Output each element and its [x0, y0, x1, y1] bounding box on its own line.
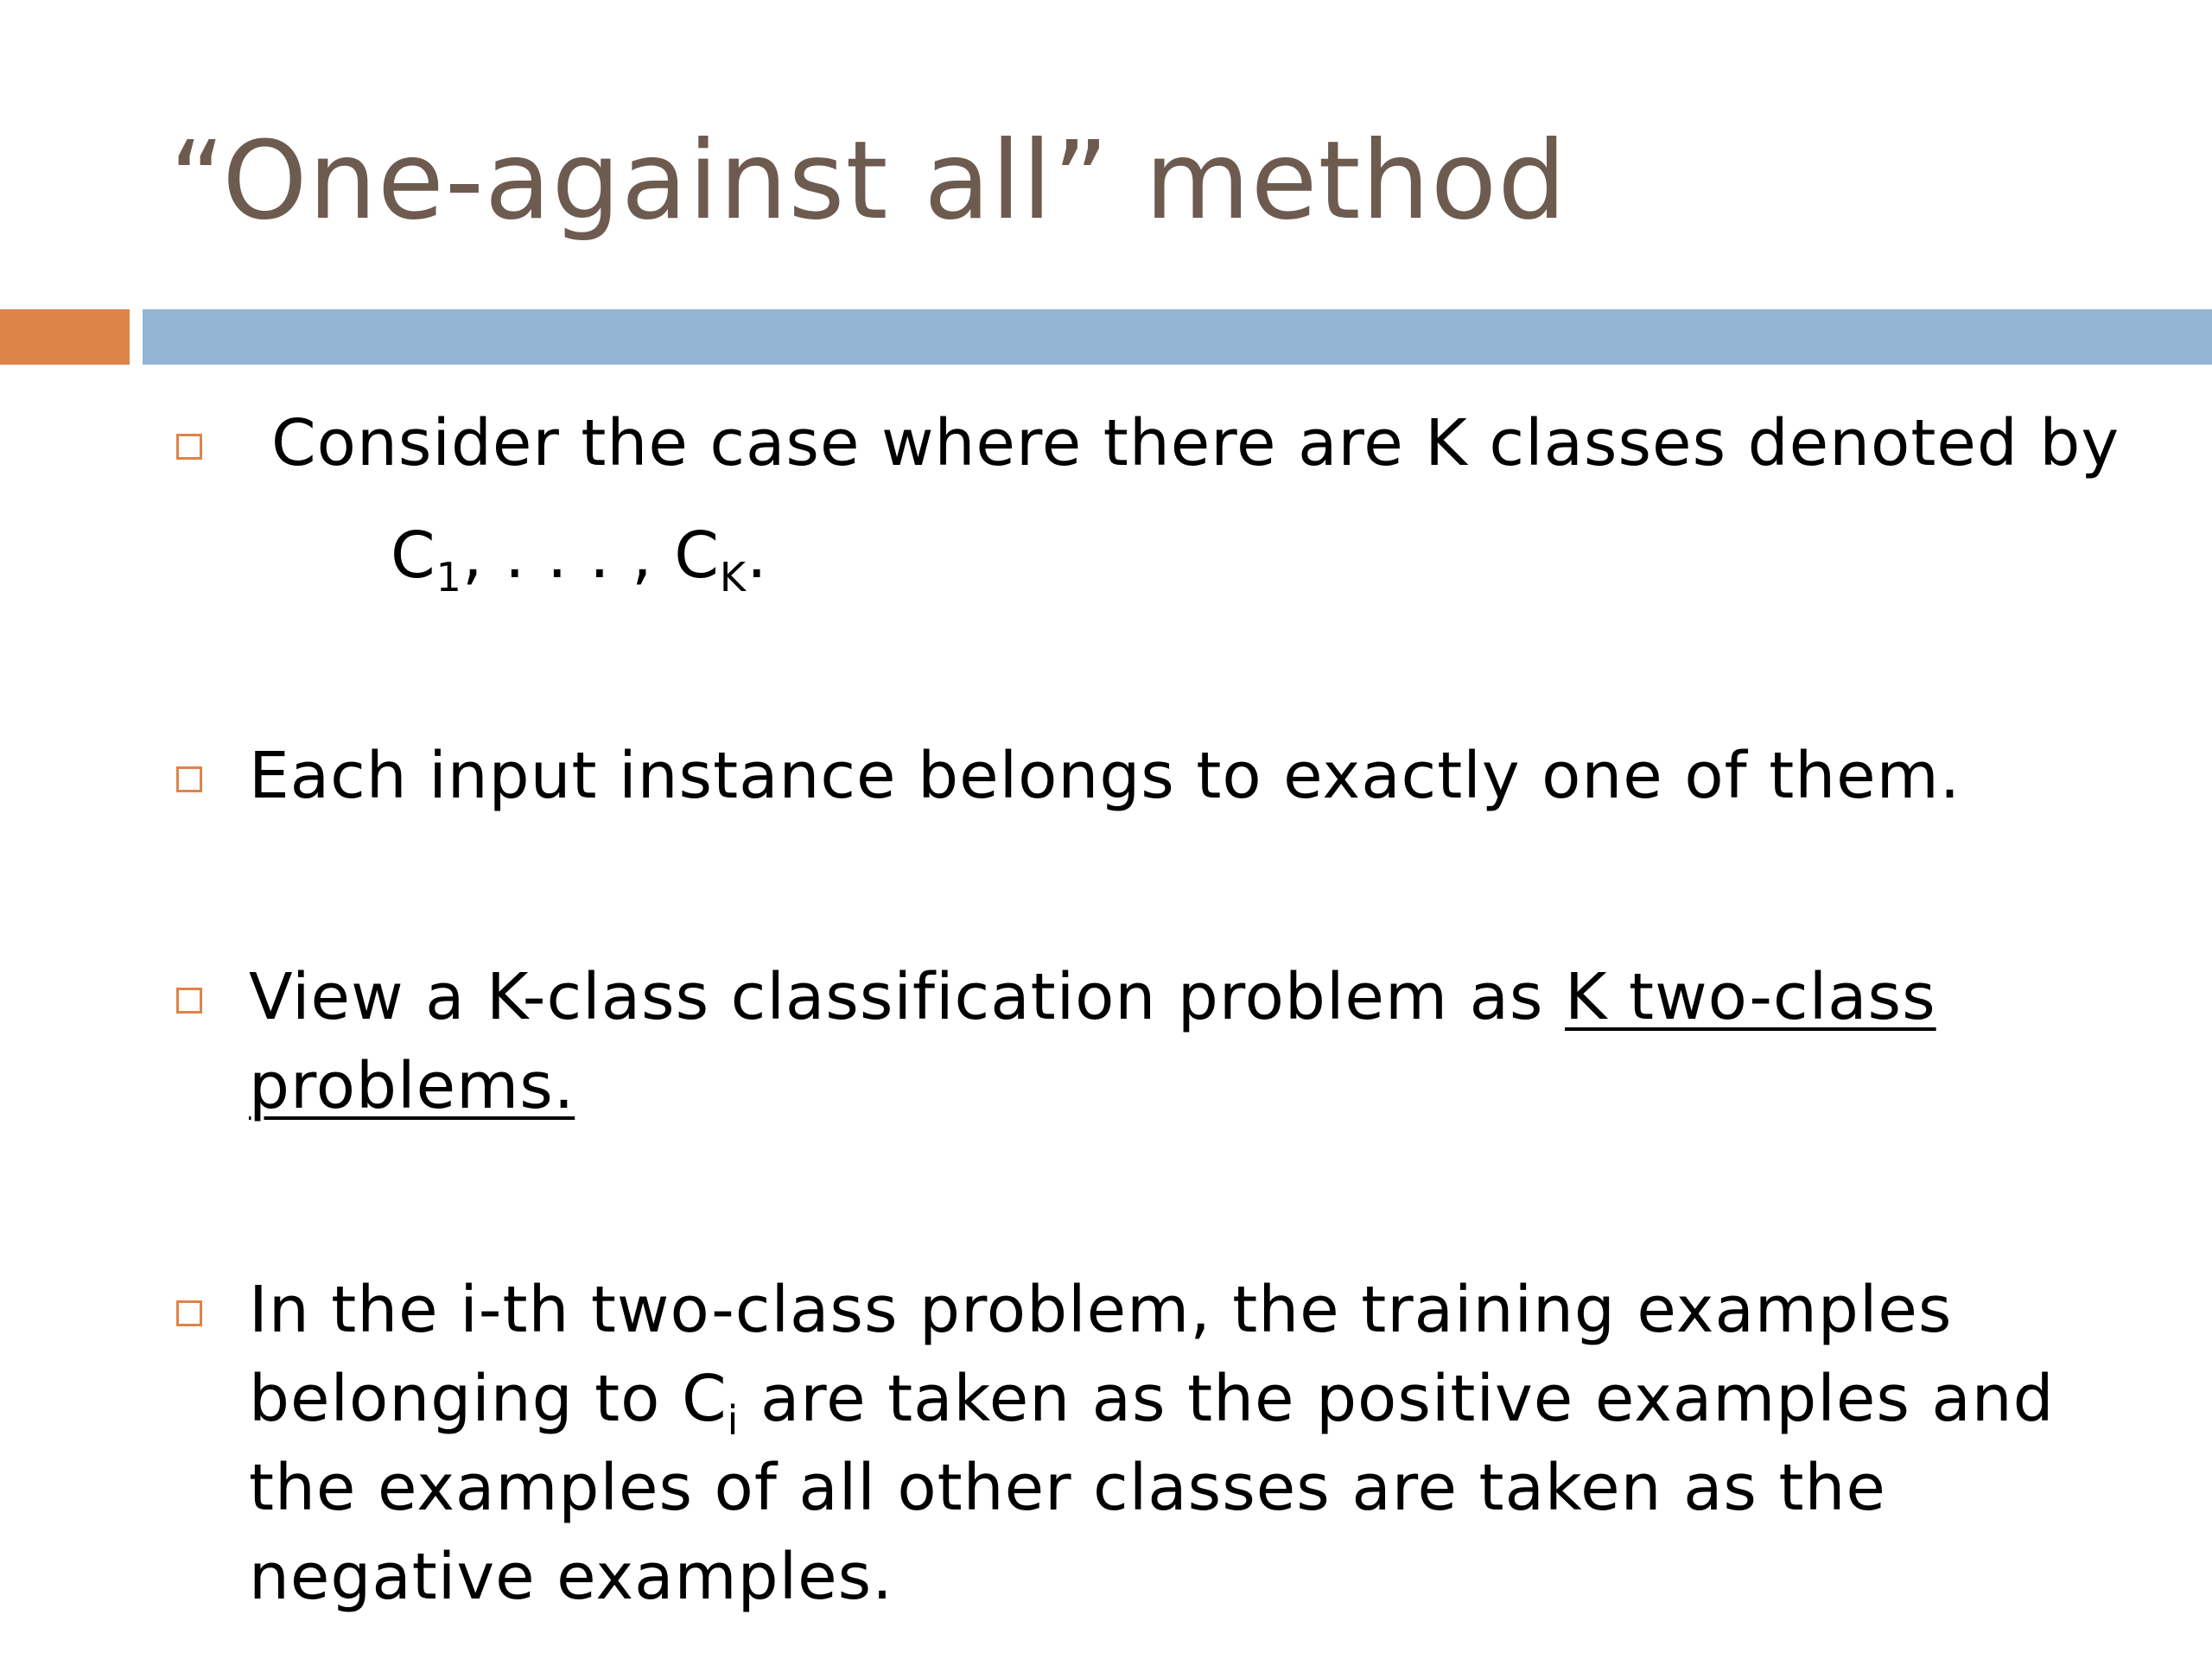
formula-end: .	[747, 518, 768, 593]
formula-separator: , . . . ,	[461, 518, 675, 593]
formula-ck: C	[674, 518, 720, 593]
bullet-4-subscript-i: i	[727, 1397, 740, 1445]
bullet-4-line-2-end: are taken as the positive examples and	[739, 1362, 2055, 1436]
formula-c1: C	[391, 518, 436, 593]
slide-title: “One-against all” method	[169, 118, 1567, 244]
bullet-3-line-2	[249, 1047, 575, 1125]
bullet-3-underlined-text: K two-class	[1565, 960, 1936, 1034]
bullet-3-text: View a K-class classification problem as	[249, 960, 1565, 1034]
bullet-3-line-1	[249, 958, 1936, 1036]
title-accent-bar	[0, 309, 130, 365]
bullet-4-line-2	[249, 1360, 2055, 1445]
bullet-square-icon	[176, 1300, 202, 1326]
bullet-4-line-2-start: belonging to C	[249, 1362, 728, 1436]
bullet-3-underlined-text-continued: problems.	[249, 1049, 575, 1123]
bullet-4-line-4: negative examples.	[249, 1540, 893, 1614]
formula-sub-k: K	[719, 554, 747, 601]
formula-sub-1: 1	[435, 554, 462, 601]
bullet-4-line-3: the examples of all other classes are taken as the	[249, 1451, 1886, 1525]
bullet-square-icon	[176, 434, 202, 460]
bullet-2-text: Each input instance belongs to exactly one of them.	[249, 739, 1961, 813]
bullet-1-text: Consider the case where there are K classes denoted by	[271, 406, 2120, 480]
title-underline-bar	[143, 309, 2212, 365]
bullet-square-icon	[176, 766, 202, 792]
bullet-square-icon	[176, 988, 202, 1014]
bullet-1-formula	[391, 517, 768, 601]
bullet-4-line-1: In the i-th two-class problem, the training examples	[249, 1273, 1953, 1347]
